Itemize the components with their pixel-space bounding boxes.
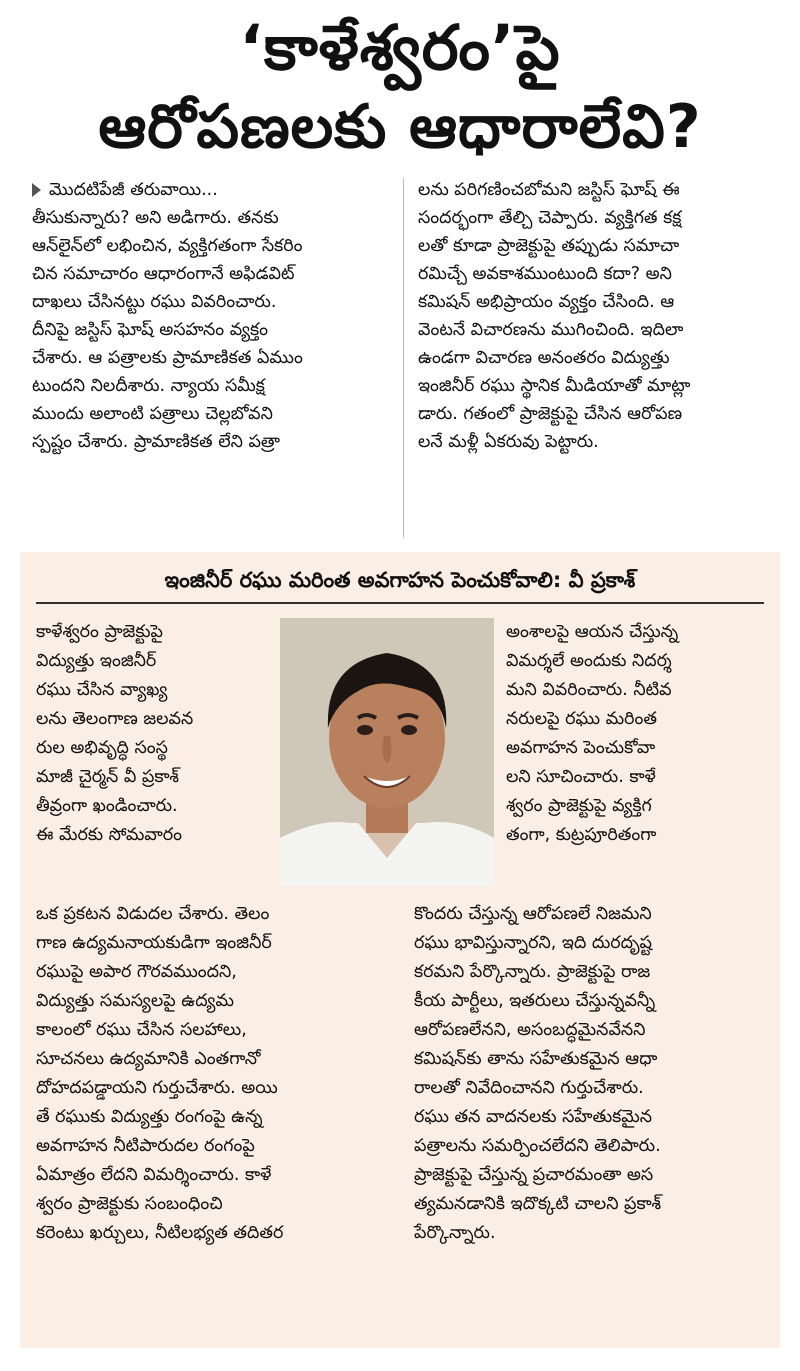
text-line: పేర్కొన్నారు.: [414, 1223, 496, 1243]
text-line: చేశారు. ఆ పత్రాలకు ప్రామాణికత ఏముం: [32, 348, 303, 368]
continuation-marker: [32, 176, 218, 204]
text-line: అంశాలపై ఆయన చేస్తున్న: [506, 622, 679, 642]
text-line: చిన సమాచారం ఆధారంగానే అఫిడవిట్: [32, 264, 295, 284]
article-left-column: [32, 204, 396, 456]
text-line: డారు. గతంలో ప్రాజెక్టుపై చేసిన ఆరోపణ: [418, 404, 683, 424]
text-line: శ్వరం ప్రాజెక్టుకు సంబంధించి: [36, 1194, 223, 1214]
text-line: ప్రాజెక్టుపై చేస్తున్న ప్రచారమంతా అస: [414, 1165, 654, 1185]
text-line: మాజీ చైర్మన్ వీ ప్రకాశ్: [36, 767, 179, 787]
text-line: విద్యుత్తు సమస్యలపై ఉద్యమ: [36, 991, 234, 1011]
text-line: సందర్భంగా తేల్చి చెప్పారు. వ్యక్తిగత కక్ష: [418, 208, 682, 228]
text-line: విద్యుత్తు ఇంజినీర్: [36, 651, 157, 671]
text-line: లను తెలంగాణ జలవన: [36, 709, 194, 729]
arrow-right-icon: [32, 183, 41, 197]
continuation-text: మొదటిపేజీ తరువాయి...: [49, 180, 218, 200]
text-line: ఈ మేరకు సోమవారం: [36, 825, 182, 845]
portrait-illustration: [280, 618, 494, 886]
box-right-wide-column: [414, 900, 764, 1248]
text-line: గాణ ఉద్యమనాయకుడిగా ఇంజినీర్: [36, 933, 272, 953]
text-line: ఉండగా విచారణ అనంతరం విద్యుత్తు: [418, 348, 670, 368]
text-line: టుందని నిలదీశారు. న్యాయ సమీక్ష: [32, 376, 265, 396]
text-line: రుల అభివృద్ధి సంస్థ: [36, 738, 168, 758]
text-line: కమిషన్ అభిప్రాయం వ్యక్తం చేసింది. ఆ: [418, 292, 675, 312]
text-line: శ్వరం ప్రాజెక్టుపై వ్యక్తిగ: [506, 796, 652, 816]
text-line: నరులపై రఘు మరింత: [506, 709, 658, 729]
text-line: లను పరిగణించబోమని జస్టిస్ ఘోష్ ఈ: [418, 180, 680, 200]
text-line: కమిషన్‌కు తాను సహేతుకమైన ఆధా: [414, 1049, 658, 1069]
text-line: అవగాహన నీటిపారుదల రంగంపై: [36, 1136, 255, 1156]
text-line: ఆన్‌లైన్‌లో లభించిన, వ్యక్తిగతంగా సేకరిం: [32, 236, 303, 256]
text-line: కీయ పార్టీలు, ఇతరులు చేస్తున్నవన్నీ: [414, 991, 656, 1011]
text-line: రఘు భావిస్తున్నారని, ఇది దురదృష్ట: [414, 933, 653, 953]
text-line: కరెంటు ఖర్చులు, నీటిలభ్యత తదితర: [36, 1223, 284, 1243]
text-line: కరమని పేర్కొన్నారు. ప్రాజెక్టుపై రాజ: [414, 962, 651, 982]
text-line: రమిచ్చే అవకాశముంటుంది కదా? అని: [418, 264, 672, 284]
box-left-wide-column: [36, 900, 402, 1248]
text-line: రఘు చేసిన వ్యాఖ్య: [36, 680, 168, 700]
portrait-photo: [280, 618, 494, 886]
text-line: త్యమనడానికి ఇదొక్కటి చాలని ప్రకాశ్: [414, 1194, 662, 1214]
text-line: రఘుపై అపార గౌరవముందని,: [36, 962, 237, 982]
text-line: మని వివరించారు. నీటివ: [506, 680, 672, 700]
text-line: స్పష్టం చేశారు. ప్రామాణికత లేని పత్రా: [32, 432, 281, 452]
text-line: తీసుకున్నారు? అని అడిగారు. తనకు: [32, 208, 279, 228]
text-line: అవగాహన పెంచుకోవా: [506, 738, 656, 758]
text-line: పత్రాలను సమర్పించలేదని తెలిపారు.: [414, 1136, 661, 1156]
text-line: ఏమాత్రం లేదని విమర్శించారు. కాళే: [36, 1165, 272, 1185]
box-title: ఇంజినీర్ రఘు మరింత అవగాహన పెంచుకోవాలి: వీ ప్రకాశ్: [164, 568, 636, 592]
text-line: లతో కూడా ప్రాజెక్టుపై తప్పుడు సమాచా: [418, 236, 680, 256]
text-line: ఒక ప్రకటన విడుదల చేశారు. తెలం: [36, 904, 270, 924]
text-line: తీవ్రంగా ఖండించారు.: [36, 796, 178, 816]
text-line: తే రఘుకు విద్యుత్తు రంగంపై ఉన్న: [36, 1107, 263, 1127]
box-title-rule: [36, 602, 764, 604]
headline-line-1: ‘కాళేశ్వరం’పై: [239, 11, 561, 84]
text-line: దాఖలు చేసినట్టు రఘు వివరించారు.: [32, 292, 277, 312]
text-line: కాలంలో రఘు చేసిన సలహాలు,: [36, 1020, 247, 1040]
text-line: లనే మళ్లీ ఏకరువు పెట్టారు.: [418, 432, 599, 452]
text-line: తంగా, కుట్రపూరితంగా: [506, 825, 657, 845]
text-line: రఘు తన వాదనలకు సహేతుకమైన: [414, 1107, 653, 1127]
text-line: దోహదపడ్డాయని గుర్తుచేశారు. అయి: [36, 1078, 278, 1098]
text-line: రాలతో నివేదించానని గుర్తుచేశారు.: [414, 1078, 644, 1098]
headline-line-2: ఆరోపణలకు ఆధారాలేవి?: [98, 92, 702, 162]
text-line: విమర్శలే అందుకు నిదర్శ: [506, 651, 672, 671]
text-line: వెంటనే విచారణను ముగించింది. ఇదిలా: [418, 320, 684, 340]
text-line: దీనిపై జస్టిస్ ఘోష్ అసహనం వ్యక్తం: [32, 320, 269, 340]
text-line: కాళేశ్వరం ప్రాజెక్టుపై: [36, 622, 163, 642]
text-line: ఇంజినీర్ రఘు స్థానిక మీడియాతో మాట్లా: [418, 376, 691, 396]
box-right-narrow-column: [506, 618, 764, 850]
text-line: కొందరు చేస్తున్న ఆరోపణలే నిజమని: [414, 904, 652, 924]
article-right-column: [418, 176, 778, 456]
text-line: సూచనలు ఉద్యమానికి ఎంతగానో: [36, 1049, 261, 1069]
box-left-narrow-column: [36, 618, 272, 850]
text-line: ముందు అలాంటి పత్రాలు చెల్లబోవని: [32, 404, 273, 424]
column-divider: [403, 178, 404, 538]
text-line: ఆరోపణలేనని, అసంబద్ధమైనవేనని: [414, 1020, 646, 1040]
text-line: లని సూచించారు. కాళే: [506, 767, 656, 787]
